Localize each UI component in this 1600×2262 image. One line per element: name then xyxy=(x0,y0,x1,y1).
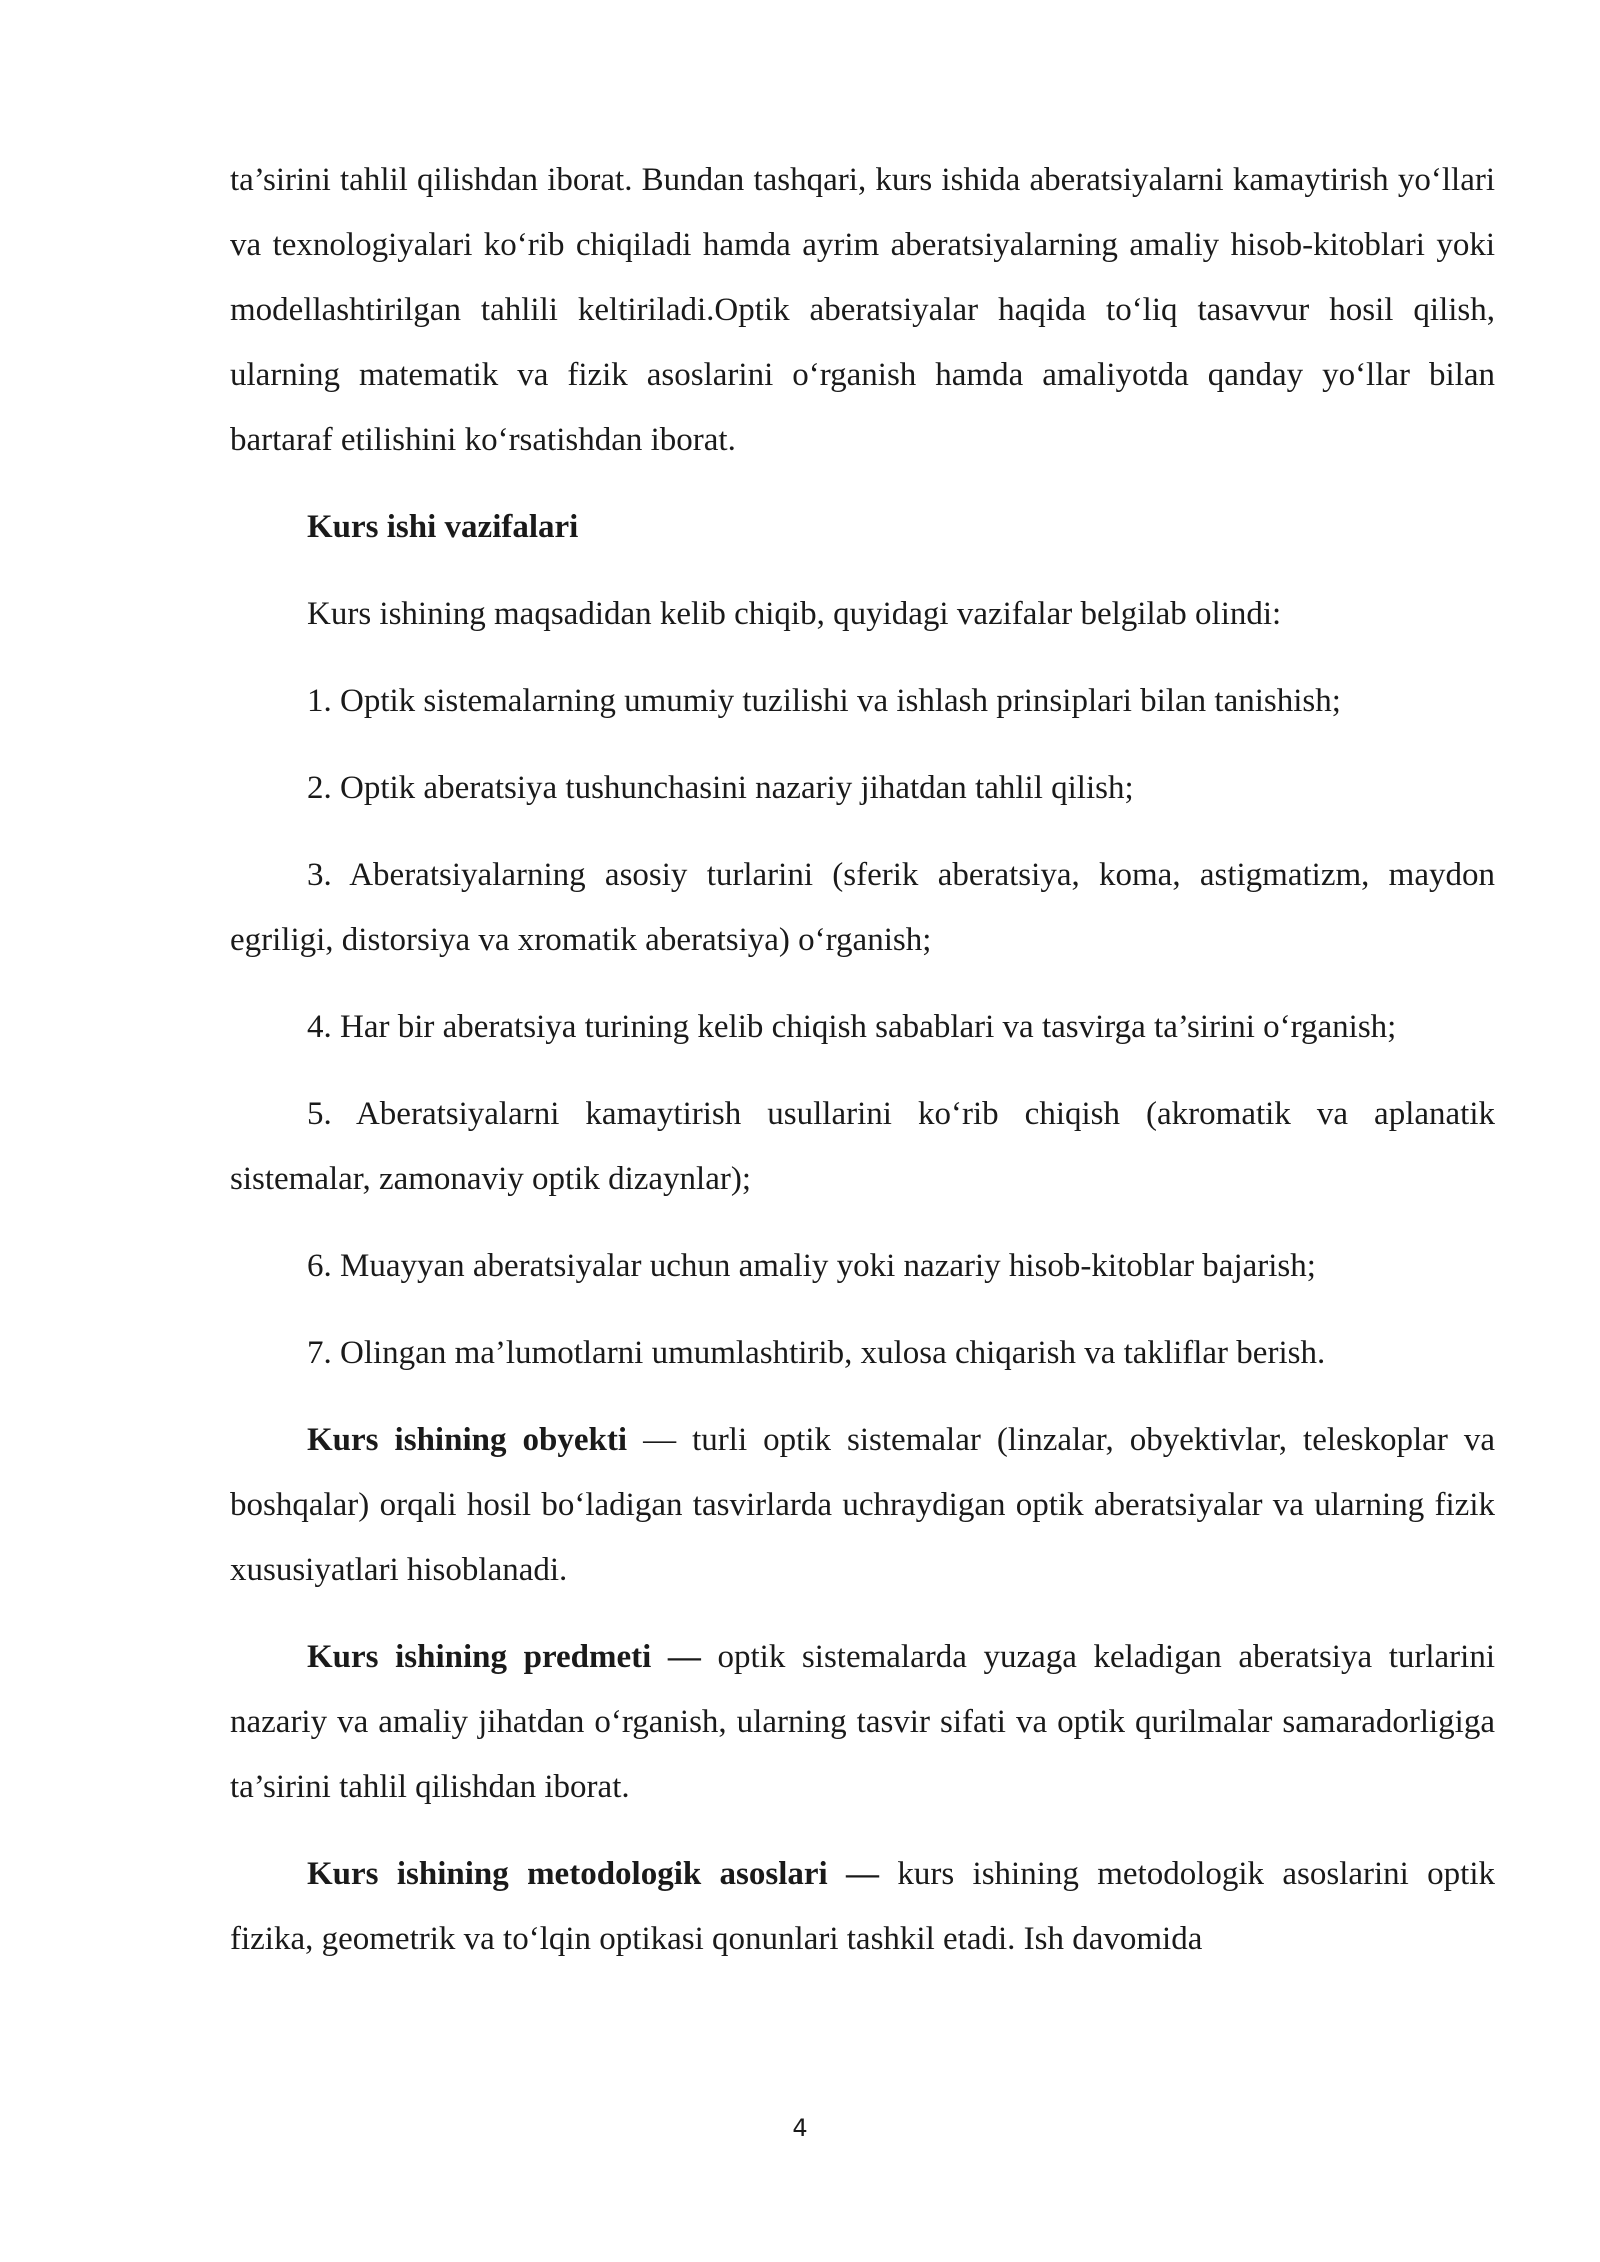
task-item-1: 1. Optik sistemalarning umumiy tuzilishi va ishlash prinsiplari bilan tanishish; xyxy=(307,683,1341,719)
methodology-text: kurs ishining metodologik asoslarini optik fizika, geometrik va to‘lqin optikasi qonunlari tashkil etadi. Ish davomida xyxy=(230,1856,1495,1957)
object-term: Kurs ishining obyekti xyxy=(307,1422,628,1458)
document-page xyxy=(230,148,1495,1972)
subject-term: Kurs ishining predmeti — xyxy=(307,1639,701,1675)
task-item-5: 5. Aberatsiyalarni kamaytirish usullarini ko‘rib chiqish (akromatik va aplanatik sistemalar, zamonaviy optik dizaynlar); xyxy=(230,1096,1495,1197)
task-item-6: 6. Muayyan aberatsiyalar uchun amaliy yoki nazariy hisob-kitoblar bajarish; xyxy=(307,1248,1316,1284)
tasks-heading: Kurs ishi vazifalari xyxy=(307,509,579,545)
tasks-intro: Kurs ishining maqsadidan kelib chiqib, quyidagi vazifalar belgilab olindi: xyxy=(307,596,1282,632)
subject-text: optik sistemalarda yuzaga keladigan aberatsiya turlarini nazariy va amaliy jihatdan o‘rganish, ularning tasvir sifati va optik qurilmalar samaradorligiga ta’sirini tahlil qilishdan iborat. xyxy=(230,1639,1496,1805)
page-number: 4 xyxy=(792,2114,808,2142)
task-item-2: 2. Optik aberatsiya tushunchasini nazariy jihatdan tahlil qilish; xyxy=(307,770,1134,806)
subject-paragraph xyxy=(230,1625,1495,1820)
intro-paragraph: ta’sirini tahlil qilishdan iborat. Bundan tashqari, kurs ishida aberatsiyalarni kamaytirish yo‘llari va texnologiyalari ko‘rib chiqiladi hamda ayrim aberatsiyalarning amaliy hisob-kitoblari yoki modellashtirilgan tahlili keltiriladi.Optik aberatsiyalar haqida to‘liq tasavvur hosil qilish, ularning matematik va fizik asoslarini o‘rganish hamda amaliyotda qanday yo‘llar bilan bartaraf etilishini ko‘rsatishdan iborat. xyxy=(230,162,1495,458)
methodology-paragraph xyxy=(230,1842,1495,1972)
task-item-3: 3. Aberatsiyalarning asosiy turlarini (sferik aberatsiya, koma, astigmatizm, maydon egriligi, distorsiya va xromatik aberatsiya) o‘rganish; xyxy=(230,857,1495,958)
task-item-4: 4. Har bir aberatsiya turining kelib chiqish sabablari va tasvirga ta’sirini o‘rganish; xyxy=(307,1009,1397,1045)
object-text: — turli optik sistemalar (linzalar, obyektivlar, teleskoplar va boshqalar) orqali hosil bo‘ladigan tasvirlarda uchraydigan optik aberatsiyalar va ularning fizik xususiyatlari hisoblanadi. xyxy=(230,1422,1495,1588)
object-paragraph xyxy=(230,1408,1495,1603)
methodology-term: Kurs ishining metodologik asoslari — xyxy=(307,1856,880,1892)
task-item-7: 7. Olingan ma’lumotlarni umumlashtirib, xulosa chiqarish va takliflar berish. xyxy=(307,1335,1326,1371)
